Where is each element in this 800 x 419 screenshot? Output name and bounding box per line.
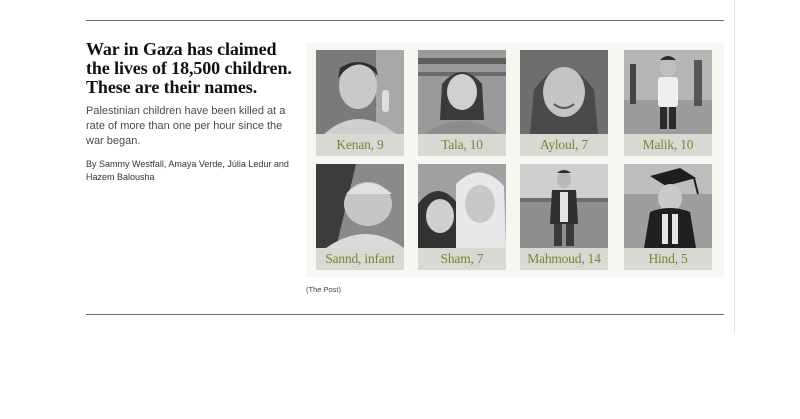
bottom-divider xyxy=(86,314,724,315)
children-photo-grid[interactable] xyxy=(306,43,724,277)
child-photo xyxy=(520,50,608,134)
child-name: Tala, 10 xyxy=(441,137,483,152)
child-name: Malik, 10 xyxy=(642,137,694,152)
child-photo xyxy=(520,164,608,248)
child-name: Hind, 5 xyxy=(648,251,688,266)
top-divider xyxy=(86,20,724,21)
child-photo xyxy=(624,164,712,248)
article-teaser xyxy=(86,40,298,183)
child-card[interactable] xyxy=(316,164,404,270)
child-card[interactable] xyxy=(520,50,608,156)
child-label-bar xyxy=(520,134,608,156)
child-label-bar xyxy=(316,248,404,270)
child-name: Sham, 7 xyxy=(440,251,484,266)
child-card[interactable] xyxy=(418,164,506,270)
child-card[interactable] xyxy=(520,164,608,270)
child-name: Sannd, infant xyxy=(325,251,395,266)
photo-credit: (The Post) xyxy=(306,285,342,294)
article-dek: Palestinian children have been killed at a rate of more than one per hour since the war began. xyxy=(86,105,286,147)
child-card[interactable] xyxy=(624,50,712,156)
child-photo xyxy=(418,50,506,134)
page-edge-divider xyxy=(734,0,735,333)
child-label-bar xyxy=(418,134,506,156)
child-photo xyxy=(418,164,506,248)
child-photo xyxy=(624,50,712,134)
child-card[interactable] xyxy=(418,50,506,156)
child-name: Ayloul, 7 xyxy=(540,137,588,152)
child-photo xyxy=(316,50,404,134)
child-name: Mahmoud, 14 xyxy=(527,251,601,266)
child-label-bar xyxy=(624,248,712,270)
child-photo xyxy=(316,164,404,248)
child-label-bar xyxy=(520,248,608,270)
child-label-bar xyxy=(316,134,404,156)
headline-link[interactable]: War in Gaza has claimed the lives of 18,500 children. These are their names. xyxy=(86,39,292,97)
child-card[interactable] xyxy=(316,50,404,156)
child-label-bar xyxy=(418,248,506,270)
child-label-bar xyxy=(624,134,712,156)
child-card[interactable] xyxy=(624,164,712,270)
byline: By Sammy Westfall, Amaya Verde, Júlia Ledur and Hazem Balousha xyxy=(86,159,289,182)
child-name: Kenan, 9 xyxy=(336,137,384,152)
